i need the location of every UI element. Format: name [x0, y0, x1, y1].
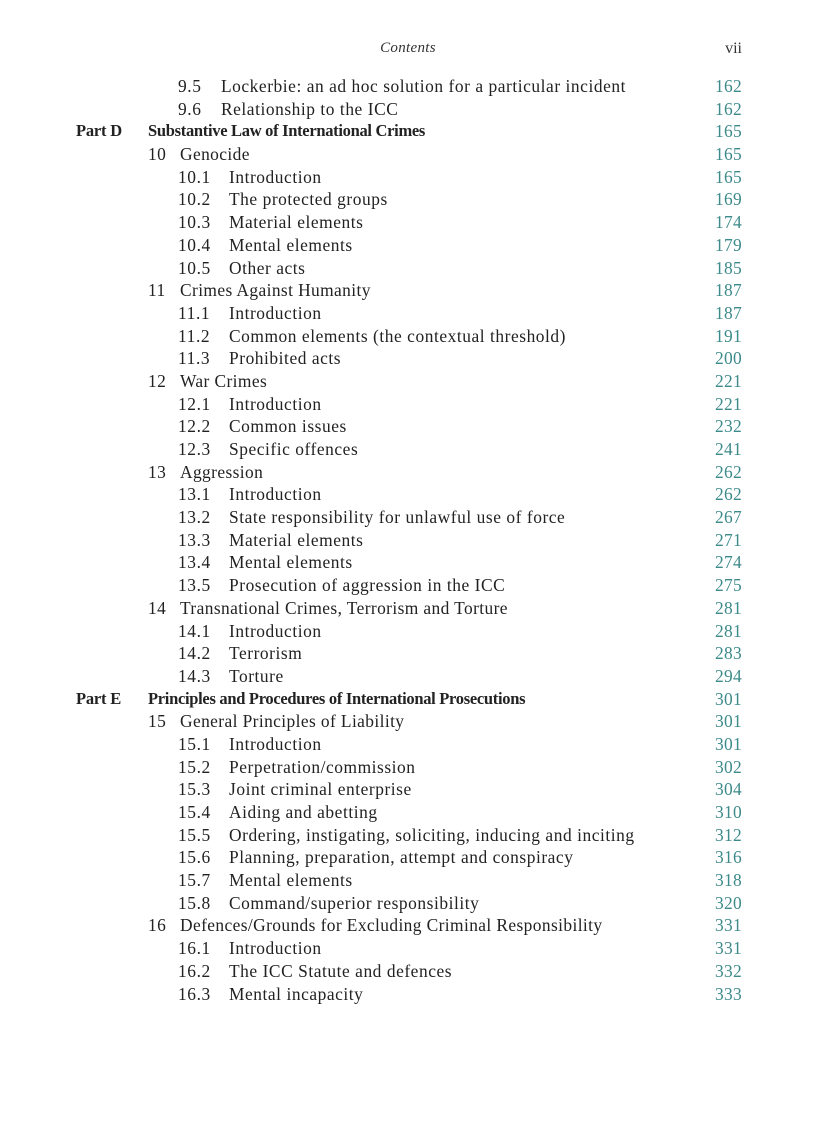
- toc-entry-page-number[interactable]: 241: [715, 439, 742, 459]
- toc-entry-page-number[interactable]: 262: [715, 484, 742, 505]
- toc-entry-chapter[interactable]: [0, 143, 816, 166]
- toc-entry-page-number[interactable]: 301: [715, 733, 742, 754]
- toc-entry-chapter[interactable]: [0, 370, 816, 393]
- toc-entry-section[interactable]: [0, 166, 816, 189]
- toc-entry-page-number[interactable]: 185: [715, 257, 742, 278]
- toc-entry-chapter[interactable]: [0, 914, 816, 937]
- toc-entry-number: 14.2: [178, 643, 211, 664]
- toc-entry-page-number[interactable]: 232: [715, 416, 742, 437]
- toc-entry-section[interactable]: [0, 551, 816, 574]
- toc-entry-section[interactable]: [0, 415, 816, 438]
- toc-entry-title[interactable]: Defences/Grounds for Excluding Criminal Responsibility: [180, 915, 603, 936]
- toc-entry-number: 13: [148, 461, 167, 482]
- toc-entry-page-number[interactable]: 312: [715, 824, 742, 845]
- toc-entry-number: 15.6: [178, 847, 211, 868]
- toc-entry-section[interactable]: [0, 665, 816, 688]
- toc-entry-number: 11: [148, 280, 166, 301]
- toc-entry-page-number[interactable]: 187: [715, 302, 742, 323]
- toc-entry-number: 9.5: [178, 76, 202, 96]
- toc-entry-page-number[interactable]: 316: [715, 847, 742, 868]
- toc-entry-title[interactable]: Relationship to the ICC: [221, 98, 399, 119]
- toc-entry-page-number[interactable]: 318: [715, 870, 742, 891]
- toc-entry-chapter[interactable]: [0, 279, 816, 302]
- toc-entry-section[interactable]: [0, 983, 816, 1006]
- toc-entry-part[interactable]: [0, 120, 816, 143]
- toc-entry-title[interactable]: Material elements: [229, 529, 364, 550]
- toc-entry-number: 13.3: [178, 529, 211, 550]
- toc-entry-page-number[interactable]: 221: [715, 370, 742, 391]
- toc-entry-number: 15.7: [178, 870, 211, 891]
- toc-entry-page-number[interactable]: 310: [715, 802, 742, 822]
- toc-entry-part[interactable]: [0, 688, 816, 711]
- toc-entry-section[interactable]: [0, 257, 816, 280]
- toc-entry-title[interactable]: Aiding and abetting: [229, 802, 378, 822]
- toc-entry-number: 13.4: [178, 552, 211, 573]
- toc-entry-page-number[interactable]: 275: [715, 575, 742, 596]
- toc-entry-section[interactable]: [0, 642, 816, 665]
- toc-entry-number: 9.6: [178, 98, 202, 119]
- toc-entry-title[interactable]: Introduction: [229, 733, 322, 754]
- toc-entry-page-number[interactable]: 179: [715, 234, 742, 255]
- toc-entry-number: 15.8: [178, 892, 211, 913]
- toc-entry-section[interactable]: [0, 506, 816, 529]
- toc-entry-chapter[interactable]: [0, 461, 816, 484]
- toc-entry-section[interactable]: [0, 393, 816, 416]
- toc-entry-page-number[interactable]: 191: [715, 325, 742, 346]
- toc-entry-number: 14.3: [178, 665, 211, 686]
- toc-entry-title[interactable]: War Crimes: [180, 370, 268, 391]
- toc-entry-number: 10.5: [178, 257, 211, 278]
- toc-entry-number: 15.1: [178, 733, 211, 754]
- toc-entry-title[interactable]: Ordering, instigating, soliciting, inducing and inciting: [229, 824, 635, 845]
- toc-entry-page-number[interactable]: 200: [715, 348, 742, 369]
- toc-entry-section[interactable]: [0, 937, 816, 960]
- toc-entry-title[interactable]: Prohibited acts: [229, 348, 342, 369]
- toc-entry-page-number[interactable]: 165: [715, 144, 742, 165]
- toc-entry-page-number[interactable]: 162: [715, 98, 742, 119]
- toc-entry-number: 13.1: [178, 484, 211, 505]
- toc-entry-page-number[interactable]: 301: [715, 711, 742, 732]
- toc-entry-section[interactable]: [0, 483, 816, 506]
- toc-entry-title[interactable]: Transnational Crimes, Terrorism and Torture: [180, 597, 508, 618]
- toc-entry-title[interactable]: Torture: [229, 665, 284, 686]
- toc-entry-page-number[interactable]: 267: [715, 507, 742, 528]
- toc-entry-page-number[interactable]: 331: [715, 915, 742, 936]
- toc-entry-number: 10.2: [178, 189, 211, 210]
- toc-entry-number: 10.3: [178, 212, 211, 233]
- toc-entry-number: 13.5: [178, 575, 211, 596]
- toc-entry-section[interactable]: [0, 733, 816, 756]
- toc-entry-section[interactable]: [0, 211, 816, 234]
- toc-entry-page-number[interactable]: 281: [715, 597, 742, 618]
- toc-entry-page-number[interactable]: 221: [715, 393, 742, 414]
- toc-entry-page-number[interactable]: 174: [715, 212, 742, 233]
- toc-entry-title[interactable]: Introduction: [229, 938, 322, 959]
- toc-entry-title[interactable]: Common issues: [229, 416, 347, 437]
- toc-entry-title[interactable]: Perpetration/commission: [229, 756, 416, 777]
- toc-entry-number: 11.2: [178, 325, 211, 346]
- toc-entry-number: 15.4: [178, 802, 211, 822]
- toc-entry-title[interactable]: Introduction: [229, 393, 322, 414]
- toc-entry-page-number[interactable]: 162: [715, 76, 742, 96]
- toc-entry-section[interactable]: [0, 824, 816, 847]
- toc-entry-page-number[interactable]: 304: [715, 779, 742, 800]
- toc-entry-number: 10.1: [178, 166, 211, 187]
- toc-entry-number: 15.2: [178, 756, 211, 777]
- toc-entry-number: 12.3: [178, 439, 211, 459]
- toc-entry-title[interactable]: Principles and Procedures of International Prosecutions: [148, 688, 526, 708]
- toc-entry-section[interactable]: [0, 574, 816, 597]
- toc-entry-section[interactable]: [0, 756, 816, 779]
- toc-entry-section[interactable]: [0, 892, 816, 915]
- toc-entry-title[interactable]: Mental incapacity: [229, 983, 364, 1004]
- toc-entry-page-number[interactable]: 281: [715, 620, 742, 641]
- toc-entry-page-number[interactable]: 262: [715, 461, 742, 482]
- toc-entry-title[interactable]: Planning, preparation, attempt and conspiracy: [229, 847, 574, 868]
- toc-entry-chapter[interactable]: [0, 597, 816, 620]
- toc-entry-title[interactable]: Command/superior responsibility: [229, 892, 480, 913]
- toc-entry-title[interactable]: Material elements: [229, 212, 364, 233]
- toc-entry-title[interactable]: Mental elements: [229, 552, 353, 573]
- toc-entry-section[interactable]: [0, 620, 816, 643]
- toc-entry-number: 13.2: [178, 507, 211, 528]
- toc-entry-number: 12.1: [178, 393, 211, 414]
- toc-entry-number: 14.1: [178, 620, 211, 641]
- toc-entry-page-number[interactable]: 165: [715, 121, 742, 142]
- toc-entry-page-number[interactable]: 331: [715, 938, 742, 959]
- toc-entry-number: 12: [148, 370, 167, 391]
- toc-entry-number: 12.2: [178, 416, 211, 437]
- toc-entry-section[interactable]: [0, 98, 816, 121]
- toc-entry-section[interactable]: [0, 347, 816, 370]
- toc-entry-title[interactable]: Crimes Against Humanity: [180, 280, 371, 301]
- running-head-title: Contents: [380, 40, 436, 56]
- toc-entry-section[interactable]: [0, 325, 816, 348]
- toc-entry-title[interactable]: Specific offences: [229, 439, 359, 459]
- toc-entry-number: 11.1: [178, 302, 211, 323]
- toc-entry-number: 15.5: [178, 824, 211, 845]
- toc-entry-title[interactable]: State responsibility for unlawful use of force: [229, 507, 566, 528]
- toc-entry-section[interactable]: [0, 234, 816, 257]
- toc-entry-section[interactable]: [0, 846, 816, 869]
- toc-entry-title[interactable]: Common elements (the contextual threshold): [229, 325, 567, 346]
- toc-entry-number: 14: [148, 597, 167, 618]
- toc-entry-title[interactable]: Joint criminal enterprise: [229, 779, 412, 800]
- toc-entry-title[interactable]: Mental elements: [229, 234, 353, 255]
- toc-entry-title[interactable]: Aggression: [180, 461, 264, 482]
- toc-entry-title[interactable]: Prosecution of aggression in the ICC: [229, 575, 506, 596]
- toc-entry-title[interactable]: Introduction: [229, 484, 322, 505]
- toc-entry-section[interactable]: [0, 438, 816, 461]
- toc-entry-title[interactable]: Lockerbie: an ad hoc solution for a particular incident: [221, 76, 626, 96]
- toc-entry-title[interactable]: Other acts: [229, 257, 306, 278]
- toc-entry-title[interactable]: Terrorism: [229, 643, 303, 664]
- toc-entry-section[interactable]: [0, 869, 816, 892]
- toc-entry-section[interactable]: [0, 302, 816, 325]
- toc-entry-section[interactable]: [0, 529, 816, 552]
- toc-entry-section[interactable]: [0, 75, 816, 98]
- toc-entry-number: Part E: [76, 688, 122, 708]
- toc-entry-title[interactable]: The ICC Statute and defences: [229, 960, 453, 981]
- toc-entry-page-number[interactable]: 320: [715, 892, 742, 913]
- table-of-contents: [0, 75, 816, 1005]
- toc-entry-number: 16: [148, 915, 167, 936]
- toc-entry-page-number[interactable]: 333: [715, 983, 742, 1004]
- toc-entry-page-number[interactable]: 301: [715, 688, 742, 709]
- toc-entry-number: 15: [148, 711, 167, 732]
- toc-entry-page-number[interactable]: 302: [715, 756, 742, 777]
- toc-entry-chapter[interactable]: [0, 710, 816, 733]
- toc-entry-title[interactable]: Introduction: [229, 620, 322, 641]
- toc-entry-number: 15.3: [178, 779, 211, 800]
- toc-entry-title[interactable]: Substantive Law of International Crimes: [148, 121, 426, 141]
- toc-entry-number: 16.1: [178, 938, 211, 959]
- toc-entry-title[interactable]: Mental elements: [229, 870, 353, 891]
- toc-entry-page-number[interactable]: 274: [715, 552, 742, 573]
- folio-page-number: vii: [725, 40, 742, 57]
- toc-entry-title[interactable]: Introduction: [229, 166, 322, 187]
- toc-entry-number: 10: [148, 144, 167, 165]
- toc-entry-page-number[interactable]: 283: [715, 643, 742, 664]
- toc-entry-page-number[interactable]: 271: [715, 529, 742, 550]
- running-head: [0, 40, 816, 60]
- toc-entry-page-number[interactable]: 165: [715, 166, 742, 187]
- toc-entry-number: 11.3: [178, 348, 211, 369]
- toc-entry-section[interactable]: [0, 188, 816, 211]
- toc-entry-page-number[interactable]: 332: [715, 960, 742, 981]
- toc-entry-page-number[interactable]: 169: [715, 189, 742, 210]
- toc-entry-title[interactable]: Introduction: [229, 302, 322, 323]
- toc-entry-title[interactable]: Genocide: [180, 144, 250, 165]
- toc-entry-number: 16.2: [178, 960, 211, 981]
- toc-entry-title[interactable]: General Principles of Liability: [180, 711, 405, 732]
- toc-entry-page-number[interactable]: 294: [715, 665, 742, 686]
- toc-entry-title[interactable]: The protected groups: [229, 189, 388, 210]
- toc-entry-number: 16.3: [178, 983, 211, 1004]
- toc-entry-section[interactable]: [0, 960, 816, 983]
- toc-entry-number: 10.4: [178, 234, 211, 255]
- toc-entry-number: Part D: [76, 121, 122, 141]
- toc-entry-page-number[interactable]: 187: [715, 280, 742, 301]
- toc-entry-section[interactable]: [0, 778, 816, 801]
- toc-entry-section[interactable]: [0, 801, 816, 824]
